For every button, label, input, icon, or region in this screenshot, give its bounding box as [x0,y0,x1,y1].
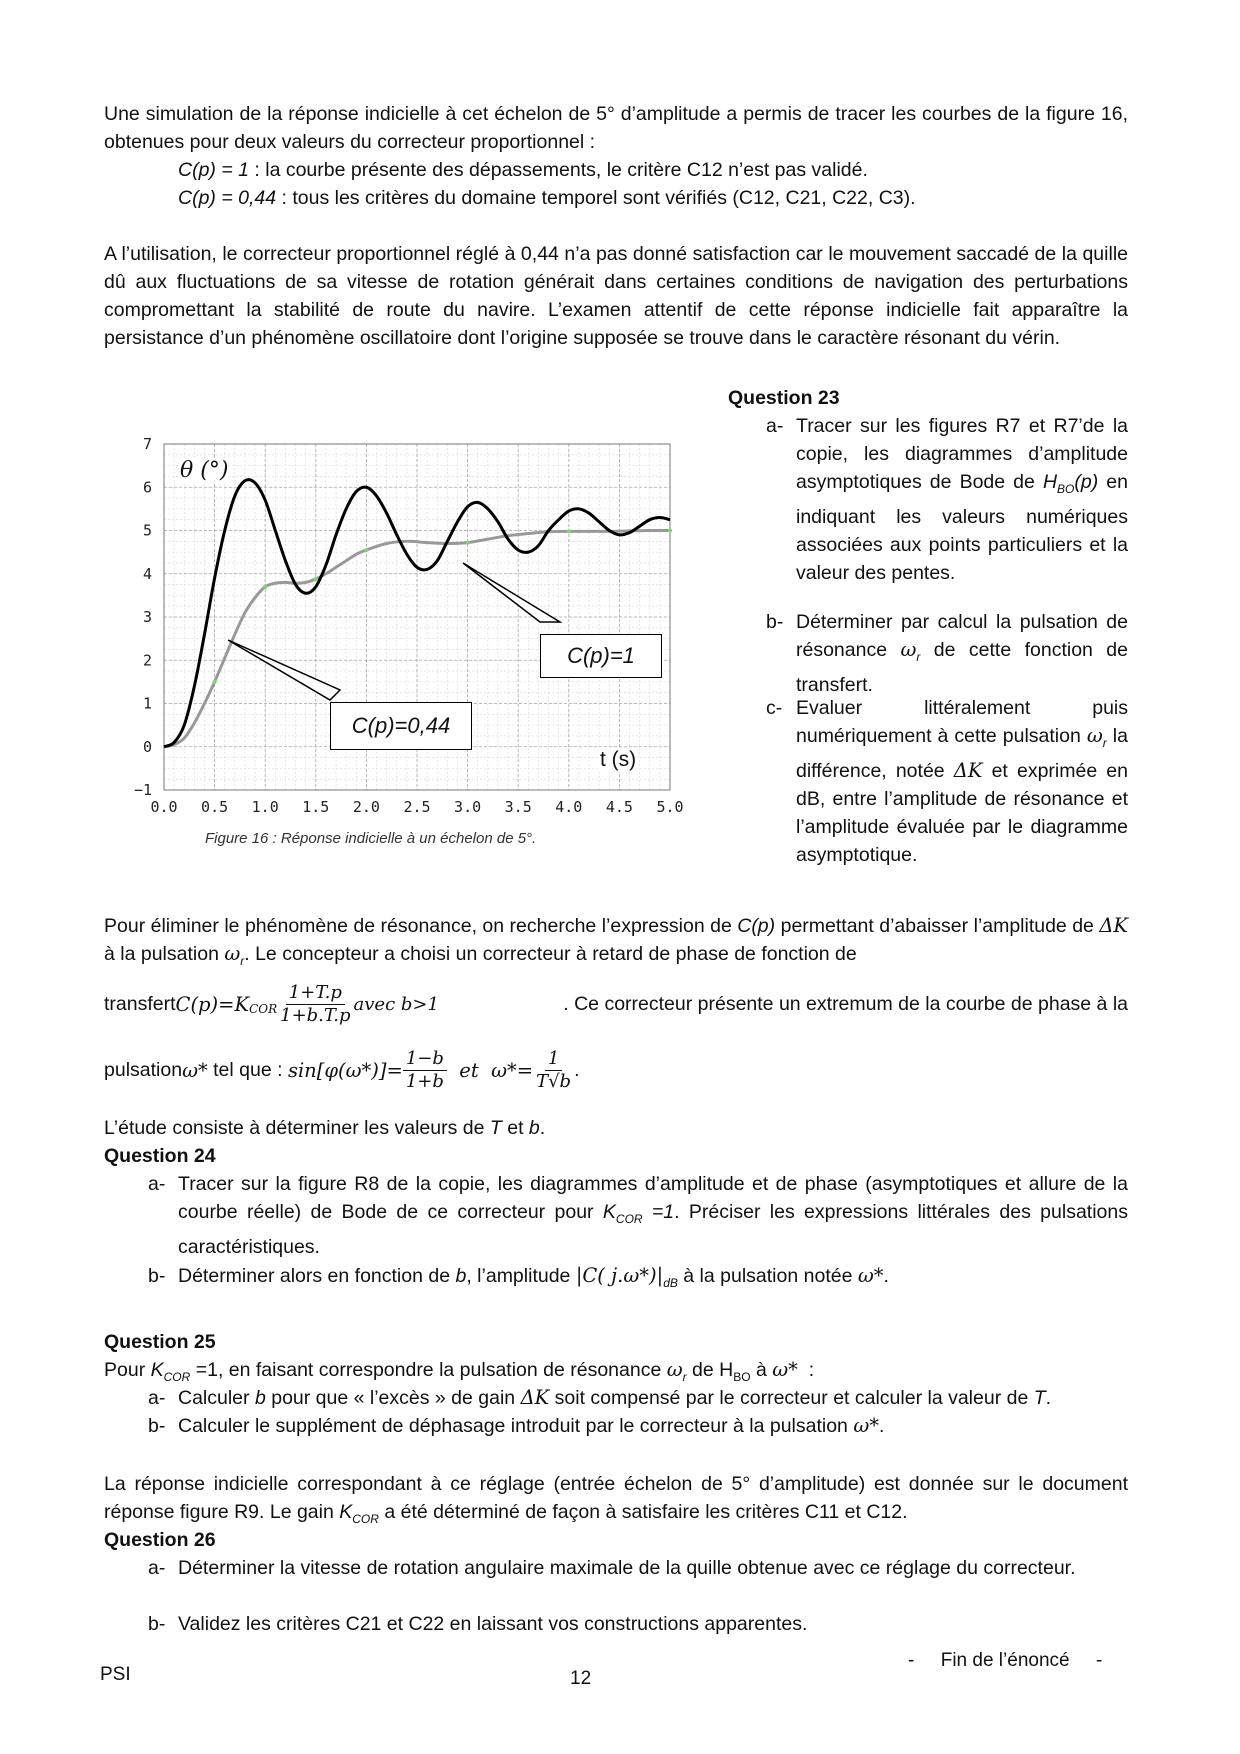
p3-wr: ω [224,942,241,965]
y-tick-label: 3 [142,608,152,626]
w-fraction [533,1048,574,1093]
paragraph-3-line-2 [104,976,1128,1032]
footer-right: - Fin de l’énoncé - [908,1650,1103,1671]
q24-b-abs: |C( j.ω*)| [575,1264,664,1287]
q24-b-text-3: à la pulsation notée [677,1265,858,1287]
data-point-cp044 [567,529,571,533]
x-tick-label: 2.5 [403,798,431,816]
q23-c-text-3: et exprimée en dB, entre l’amplitude de résonance et l’amplitude évaluée par le diagramme asymptotique. [796,759,1128,866]
q25-b-w: ω* [853,1414,879,1437]
p5-t1: La réponse indicielle correspondant à ce réglage (entrée échelon de 5° d’amplitude) est donnée sur le document réponse figure R9. Le gain [104,1473,1128,1523]
sin-lhs: sin[φ(ω*)]= [287,1058,403,1082]
y-tick-label: −1 [133,781,152,799]
data-point-cp044 [213,680,217,684]
p4-T: T [489,1117,502,1139]
x-tick-label: 5.0 [656,798,684,816]
p3-wr-sub: r [240,953,245,968]
q23-a-h: H [1042,471,1058,493]
paragraph-5 [104,1470,1128,1533]
q25-k: K [150,1359,164,1381]
paragraph-3-line-1 [104,912,1128,975]
q23-b-omega-sub: r [916,649,921,664]
q25-a-dk: ΔK [520,1386,550,1409]
q25-intro-5: : [797,1359,815,1381]
q26-b-text: Validez les critères C21 et C22 en laissant vos constructions apparentes. [178,1613,808,1635]
q25-intro-2: =1, en faisant correspondre la pulsation de résonance [190,1359,667,1381]
q25-a-b: b [254,1387,266,1409]
q23-c-text-2: la différence, notée [796,725,1128,782]
q26-title: Question 26 [104,1529,216,1551]
q23-a-h-arg: (p) [1074,471,1099,493]
p3-t5: transfert [104,992,176,1015]
sin-num: 1−b [403,1048,447,1071]
w-num: 1 [545,1048,562,1071]
p3-t4: . Le concepteur a choisi un correcteur à retard de phase de fonction de [244,943,857,965]
p3-et: et [446,1058,492,1082]
p3-wstar: ω* [182,1058,208,1082]
q23-c-dk: ΔK [953,758,983,782]
x-tick-label: 2.0 [352,798,380,816]
annotation-cp1: C(p)=1 [540,634,662,678]
y-tick-label: 1 [142,694,152,713]
q23-a-label: a- [766,415,784,437]
case-cp044-text: : tous les critères du domaine temporel sont vérifiés (C12, C21, C22, C3). [276,187,916,209]
q24-b-text-4: . [883,1265,889,1287]
p3-t1: Pour éliminer le phénomène de résonance, on recherche l’expression de [104,915,738,937]
case-cp044-label: C(p) = 0,44 [178,187,277,209]
figure-caption: Figure 16 : Réponse indicielle à un échelon de 5°. [205,830,537,847]
q23-b-text-1: Déterminer par calcul la pulsation de résonance [796,611,1128,661]
q25-b-label: b- [148,1415,166,1437]
x-tick-label: 1.0 [251,798,279,816]
case-cp044 [178,184,1128,212]
y-tick-label: 2 [142,651,152,670]
x-tick-label: 0.0 [150,798,178,816]
formula-den: 1+b.T.p [280,1004,351,1026]
y-tick-label: 0 [142,737,152,756]
y-tick-label: 5 [142,521,152,540]
q25-intro-4: à [750,1359,773,1381]
q24-title: Question 24 [104,1145,216,1167]
q25-b-dot: . [878,1415,885,1437]
formula-num: 1+T.p [286,982,345,1005]
q23-b-label: b- [766,611,784,633]
p3-t2: permettant d’abaisser l’amplitude de [775,915,1100,937]
p4-b: b [528,1117,540,1139]
q25-hbo-sub: BO [733,1369,751,1384]
x-tick-label: 4.5 [605,798,633,816]
footer-page-number: 12 [570,1668,592,1689]
q26-a-label: a- [148,1557,166,1579]
q24-a-text-1: Tracer sur la figure R8 de la copie, les diagrammes d’amplitude et de phase (asymptotiques et allure de la courbe réelle) de Bode de ce correcteur pour [178,1173,1128,1223]
q24-a-k: K [602,1201,616,1223]
formula-sub: COR [249,1002,278,1016]
case-cp1-text: : la courbe présente des dépassements, le critère C12 n’est pas validé. [248,159,868,181]
data-point-cp044 [263,585,267,589]
q23-c-omega: ω [1086,724,1103,747]
x-tick-label: 3.5 [504,798,532,816]
x-tick-label: 1.5 [302,798,330,816]
y-tick-label: 6 [142,478,152,497]
q23-c-text-1: Evaluer littéralement puis numériquement à cette pulsation [796,697,1128,747]
p3-t7: pulsation [104,1058,183,1081]
q26-b-label: b- [148,1613,166,1635]
q25-wr: ω [666,1358,683,1381]
q24-a-k-sub: COR [615,1211,643,1226]
case-cp1-label: C(p) = 1 [178,159,249,181]
p3-t9: . [574,1058,580,1081]
w-den: T√b [536,1070,572,1092]
q23-c-label: c- [766,697,783,719]
data-point-cp044 [466,541,470,545]
p4-t3: . [539,1117,546,1139]
q25-a-text-3: soit compensé par le correcteur et calculer la valeur de [549,1387,1034,1409]
p4-t2: et [501,1117,529,1139]
q24-b-label: b- [148,1265,166,1287]
p3-t8: tel que : [207,1058,288,1081]
q23-title: Question 23 [728,387,840,409]
q23-c-omega-sub: r [1102,735,1107,750]
y-tick-label: 7 [142,435,152,453]
chart-xlabel: t (s) [600,748,637,771]
q25-a-text-2: pour que « l’excès » de gain [265,1387,521,1409]
chart-ylabel: θ (°) [180,458,229,483]
p5-k: K [339,1501,353,1523]
sin-fraction [403,1048,447,1093]
q24-a-k-val: =1 [642,1201,675,1223]
q25-a-text-4: . [1045,1387,1052,1409]
data-point-cp044 [364,548,368,552]
x-tick-label: 3.0 [454,798,482,816]
q25-wr-sub: r [682,1369,687,1384]
y-tick-label: 4 [142,564,152,583]
x-tick-label: 0.5 [201,798,229,816]
q23-b-text-2: de cette fonction de transfert. [796,639,1129,696]
formula-lhs: C(p)=K [175,992,250,1016]
q26-a-text: Déterminer la vitesse de rotation angulaire maximale de la quille obtenue avec ce réglage du correcteur. [178,1557,1076,1579]
q25-a-text-1: Calculer [178,1387,255,1409]
q25-wstar: ω* [772,1358,798,1381]
paragraph-3-line-3 [104,1042,579,1098]
paragraph-4 [104,1114,1128,1142]
p4-t1: L’étude consiste à déterminer les valeurs de [104,1117,490,1139]
q25-intro-3: de H [686,1359,734,1381]
q24-b-abs-sub: dB [663,1275,678,1290]
intro-paragraph-1: Une simulation de la réponse indicielle à cet échelon de 5° d’amplitude a permis de tracer les courbes de la figure 16, obtenues pour deux valeurs du correcteur proportionnel : [104,103,1128,153]
q24-a-label: a- [148,1173,166,1195]
case-cp1 [178,156,1128,184]
q25-title: Question 25 [104,1331,216,1353]
p5-t2: a été déterminé de façon à satisfaire les critères C11 et C12. [378,1501,908,1523]
sin-den: 1+b [405,1070,444,1092]
q25-k-sub: COR [163,1369,191,1384]
q25-b-text: Calculer le supplément de déphasage introduit par le correcteur à la pulsation [178,1415,854,1437]
q25-a-T: T [1033,1387,1046,1409]
w-lhs: ω*= [491,1058,534,1082]
data-point-cp044 [314,577,318,581]
q24-b-w: ω* [857,1264,884,1287]
p3-dk: ΔK [1099,914,1128,937]
x-tick-label: 4.0 [555,798,583,816]
intro-paragraph-2: A l’utilisation, le correcteur proportionnel réglé à 0,44 n’a pas donné satisfaction car le mouvement saccadé de la quille dû aux fluctuations de sa vitesse de rotation générait dans certaines conditions de navigation des perturbations compromettant la stabilité de route du navire. L’examen attentif de cette réponse indicielle fait apparaître la persistance d’un phénomène oscillatoire dont l’origine supposée se trouve dans le caractère résonant du vérin. [104,243,1128,349]
p5-k-sub: COR [352,1511,379,1526]
formula-fraction [277,982,353,1027]
footer-left: PSI [100,1664,131,1685]
q23-a-text-1: Tracer sur les figures R7 et R7’de la copie, les diagrammes d’amplitude asymptotiques de Bode de [796,415,1128,493]
data-point-cp044 [668,529,672,533]
q25-a-label: a- [148,1387,166,1409]
q24-b-text-2: , l’amplitude [466,1265,576,1287]
q24-b-b: b [455,1265,467,1287]
p3-cp: C(p) [737,915,776,937]
formula-cond: avec b>1 [353,993,439,1015]
q23-b-omega: ω [900,638,917,661]
p3-t3: à la pulsation [104,943,225,965]
q23-a-text-2: en indiquant les valeurs numériques associées aux points particuliers et la valeur des pentes. [796,471,1128,584]
q24-a-text-2: . Préciser les expressions littérales des pulsations caractéristiques. [178,1201,1128,1258]
q24-b-text-1: Déterminer alors en fonction de [178,1265,456,1287]
annotation-cp044: C(p)=0,44 [330,702,472,750]
p3-t6: . Ce correcteur présente un extremum de la courbe de phase à la [563,992,1128,1015]
q23-a-h-sub: BO [1057,481,1075,496]
q25-intro-1: Pour [104,1359,151,1381]
